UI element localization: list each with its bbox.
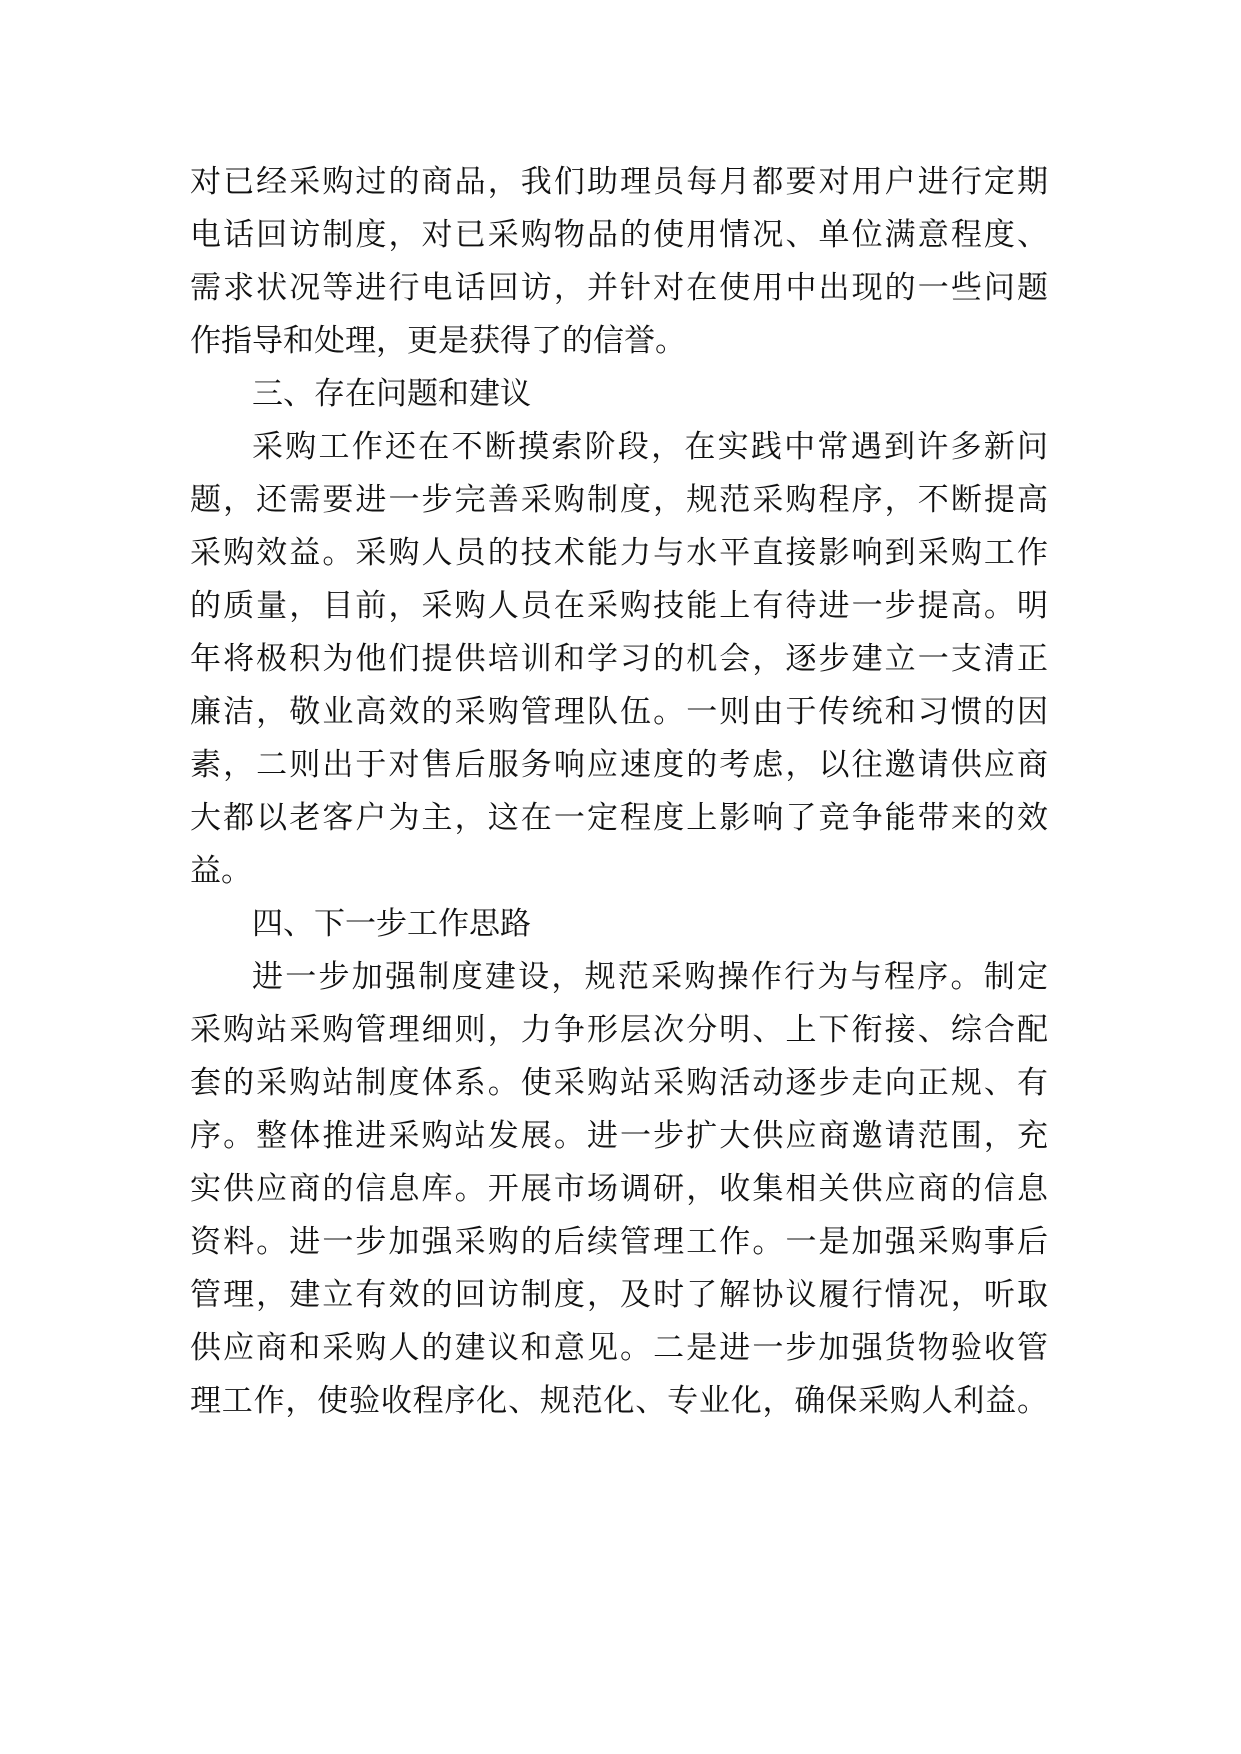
text-line: 进一步加强制度建设，规范采购操作行为与程序。制定 xyxy=(252,959,1048,995)
text-line: 采购工作还在不断摸索阶段，在实践中常遇到许多新问 xyxy=(252,429,1048,465)
text-line: 理工作，使验收程序化、规范化、专业化，确保采购人利益。 xyxy=(190,1383,1048,1419)
text-line: 的质量，目前，采购人员在采购技能上有待进一步提高。明 xyxy=(190,588,1048,624)
text-line: 实供应商的信息库。开展市场调研，收集相关供应商的信息 xyxy=(190,1171,1048,1207)
section-heading: 四、下一步工作思路 xyxy=(252,906,531,942)
section-heading: 三、存在问题和建议 xyxy=(252,376,531,412)
text-line: 管理，建立有效的回访制度，及时了解协议履行情况，听取 xyxy=(190,1277,1048,1313)
text-line: 廉洁，敬业高效的采购管理队伍。一则由于传统和习惯的因 xyxy=(190,694,1048,730)
text-line: 作指导和处理，更是获得了的信誉。 xyxy=(190,323,686,359)
text-line: 电话回访制度，对已采购物品的使用情况、单位满意程度、 xyxy=(190,217,1048,253)
text-line: 采购效益。采购人员的技术能力与水平直接影响到采购工作 xyxy=(190,535,1048,571)
text-line: 年将极积为他们提供培训和学习的机会，逐步建立一支清正 xyxy=(190,641,1048,677)
text-line: 益。 xyxy=(190,853,252,889)
text-line: 对已经采购过的商品，我们助理员每月都要对用户进行定期 xyxy=(190,164,1048,200)
text-line: 采购站采购管理细则，力争形层次分明、上下衔接、综合配 xyxy=(190,1012,1048,1048)
text-line: 题，还需要进一步完善采购制度，规范采购程序，不断提高 xyxy=(190,482,1048,518)
text-line: 供应商和采购人的建议和意见。二是进一步加强货物验收管 xyxy=(190,1330,1048,1366)
text-line: 资料。进一步加强采购的后续管理工作。一是加强采购事后 xyxy=(190,1224,1048,1260)
text-line: 需求状况等进行电话回访，并针对在使用中出现的一些问题 xyxy=(190,270,1048,306)
text-line: 大都以老客户为主，这在一定程度上影响了竞争能带来的效 xyxy=(190,800,1048,836)
text-line: 素，二则出于对售后服务响应速度的考虑，以往邀请供应商 xyxy=(190,747,1048,783)
text-line: 套的采购站制度体系。使采购站采购活动逐步走向正规、有 xyxy=(190,1065,1048,1101)
text-line: 序。整体推进采购站发展。进一步扩大供应商邀请范围，充 xyxy=(190,1118,1048,1154)
